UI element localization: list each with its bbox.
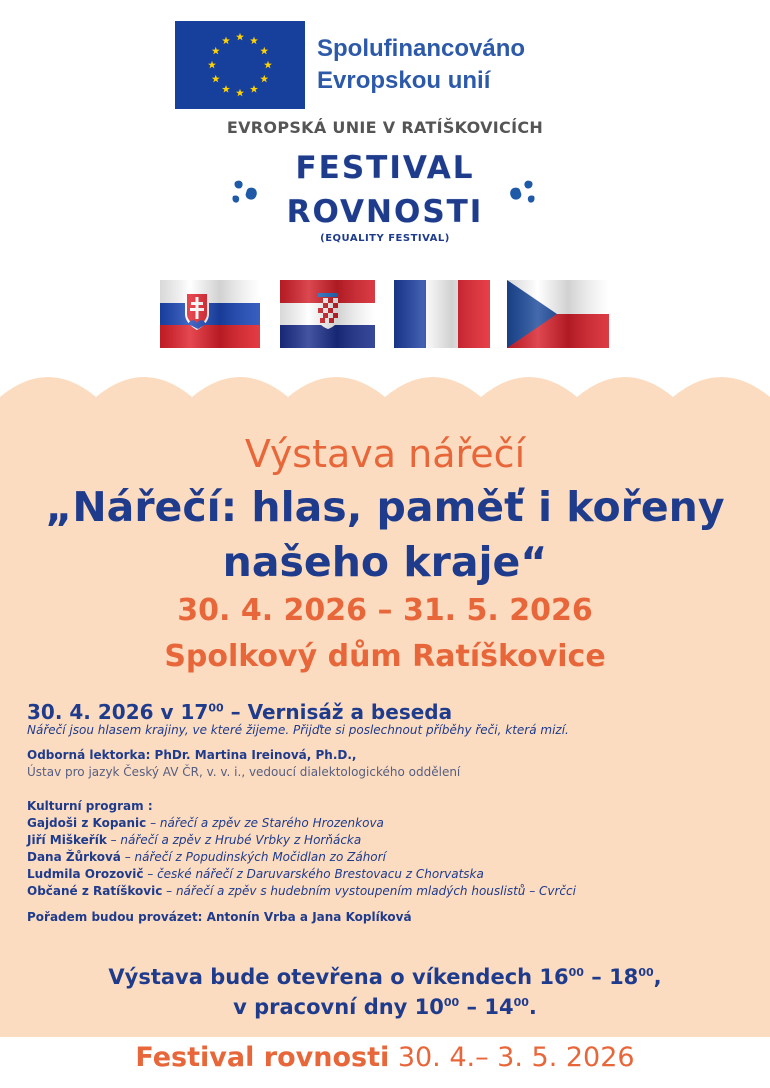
festival-subtitle: (EQUALITY FESTIVAL) [320, 233, 450, 244]
exhibition-place: Spolkový dům Ratíškovice [164, 639, 606, 674]
festival-title-line2: ROVNOSTI [286, 194, 484, 230]
exhibition-title: Výstava nářečí [244, 432, 526, 476]
footer-festival: Festival rovnosti 30. 4.– 3. 5. 2026 [135, 1042, 635, 1073]
festival-title-line1: FESTIVAL [295, 150, 475, 186]
exhibition-dates: 30. 4. 2026 – 31. 5. 2026 [177, 593, 593, 628]
eu-cofunded-line2: Evropskou unií [317, 67, 491, 94]
institute: Ústav pro jazyk Český AV ČR, v. v. i., vedoucí dialektologického oddělení [27, 765, 461, 779]
slovakia-flag-icon [160, 280, 260, 348]
eu-cofunded-line1: Spolufinancováno [317, 35, 526, 62]
france-flag-icon [394, 280, 490, 348]
croatia-flag-icon [280, 280, 375, 348]
opening-hours-weekend: Výstava bude otevřena o víkendech $16^{00} - 18^{00}$, [108, 965, 662, 989]
program-item: Ludmila Orozovič – české nářečí z Daruvarského Brestovacu z Chorvatska [27, 867, 484, 881]
exhibition-quote-line1: „Nářečí: hlas, paměť i kořeny [45, 483, 725, 531]
czech-flag-icon [507, 280, 609, 348]
program-heading: Kulturní program : [27, 799, 153, 813]
program-item: Jiří Miškeřík – nářečí a zpěv z Hrubé Vrbky z Horňácka [27, 833, 362, 847]
lecturer: Odborná lektorka: PhDr. Martina Ireinová, Ph.D., [27, 748, 357, 762]
vernissage-heading: 30. 4. 2026 v $17^{00}$ – Vernisáž a beseda [27, 700, 453, 724]
vernissage-description: Nářečí jsou hlasem krajiny, ve které žijeme. Přijďte si poslechnout příběhy řeči, která mizí. [27, 723, 569, 737]
opening-hours-weekday: v pracovní dny $10^{00} - 14^{00}$. [233, 995, 537, 1019]
eu-flag-icon [175, 21, 305, 109]
program-hosts: Pořadem budou provázet: Antonín Vrba a Jana Koplíková [27, 910, 412, 924]
program-item: Občané z Ratíškovic – nářečí a zpěv s hudebním vystoupením mladých houslistů – Cvrčci [27, 884, 576, 898]
program-item: Dana Žůrková – nářečí z Popudinských Močidlan zo Záhorí [27, 850, 386, 864]
project-title: EVROPSKÁ UNIE V RATÍŠKOVICÍCH [226, 118, 544, 137]
exhibition-quote-line2: našeho kraje“ [222, 538, 548, 586]
program-item: Gajdoši z Kopanic – nářečí a zpěv ze Starého Hrozenkova [27, 816, 384, 830]
